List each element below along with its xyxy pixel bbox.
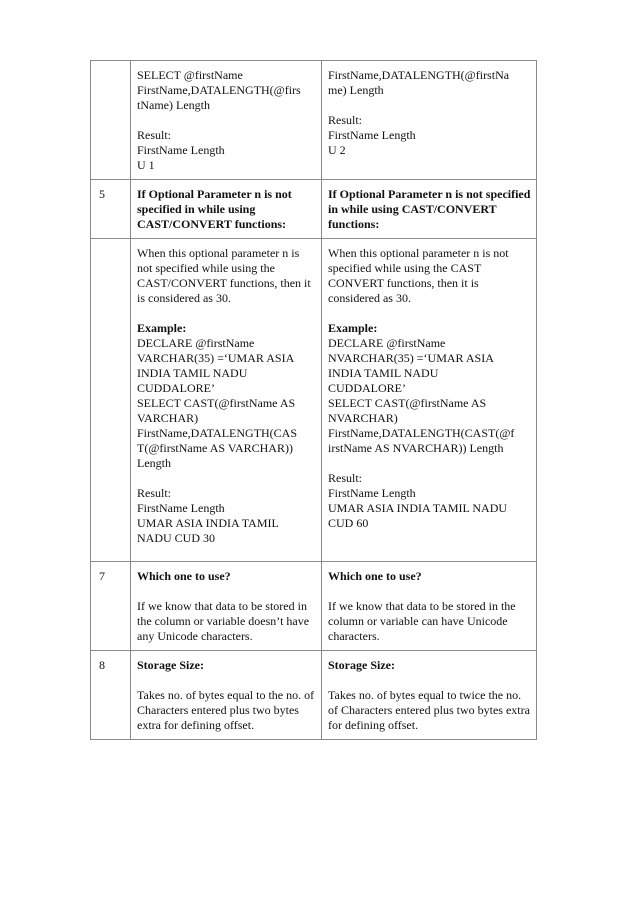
code-line: CUDDALORE’: [137, 381, 215, 395]
code-line: DECLARE @firstName: [137, 336, 255, 350]
result-header: FirstName Length: [137, 501, 225, 515]
code-line: Length: [137, 456, 171, 470]
example-label: Example:: [137, 321, 187, 335]
code-line: FirstName,DATALENGTH(@firs: [137, 83, 301, 97]
result-value: UMAR ASIA INDIA TAMIL NADU: [328, 501, 508, 515]
row-number-cell: 8: [91, 651, 131, 740]
result-value: U 1: [137, 158, 155, 172]
row-number-cell: 7: [91, 562, 131, 651]
varchar-cell: [131, 180, 322, 239]
section-heading: Which one to use?: [137, 569, 231, 583]
code-line: INDIA TAMIL NADU: [328, 366, 439, 380]
table-row: [91, 239, 537, 562]
table-row: [91, 61, 537, 180]
code-line: tName) Length: [137, 98, 210, 112]
section-heading: If Optional Parameter n is not specified in while using CAST/CONVERT functions:: [328, 187, 531, 231]
description-text: If we know that data to be stored in the column or variable can have Unicode characters.: [328, 599, 516, 643]
code-line: T(@firstName AS VARCHAR)): [137, 441, 293, 455]
code-line: SELECT CAST(@firstName AS: [137, 396, 296, 410]
code-line: DECLARE @firstName: [328, 336, 446, 350]
description-text: Takes no. of bytes equal to twice the no. of Characters entered plus two bytes extra for defining offset.: [328, 688, 530, 732]
varchar-cell: [131, 651, 322, 740]
result-header: FirstName Length: [328, 128, 416, 142]
table-row: [91, 180, 537, 239]
description-text: Takes no. of bytes equal to the no. of Characters entered plus two bytes extra for defining offset.: [137, 688, 315, 732]
code-line: NVARCHAR): [328, 411, 398, 425]
code-line: FirstName,DATALENGTH(CAST(@f: [328, 426, 515, 440]
code-line: CUDDALORE’: [328, 381, 406, 395]
row-number-cell: 5: [91, 180, 131, 239]
varchar-cell: [131, 239, 322, 562]
nvarchar-cell: [322, 180, 537, 239]
comparison-table: [90, 60, 537, 740]
code-line: VARCHAR(35) =‘UMAR ASIA: [137, 351, 295, 365]
result-value: UMAR ASIA INDIA TAMIL: [137, 516, 279, 530]
code-line: NVARCHAR(35) =‘UMAR ASIA: [328, 351, 494, 365]
section-heading: Storage Size:: [328, 658, 395, 672]
description-text: If we know that data to be stored in the column or variable doesn’t have any Unicode characters.: [137, 599, 310, 643]
code-line: me) Length: [328, 83, 384, 97]
section-heading: Which one to use?: [328, 569, 422, 583]
code-line: irstName AS NVARCHAR)) Length: [328, 441, 504, 455]
result-value: NADU CUD 30: [137, 531, 215, 545]
varchar-cell: [131, 562, 322, 651]
nvarchar-cell: [322, 562, 537, 651]
result-label: Result:: [137, 128, 172, 142]
nvarchar-cell: [322, 239, 537, 562]
varchar-cell: [131, 61, 322, 180]
result-header: FirstName Length: [328, 486, 416, 500]
description-text: When this optional parameter n is not specified while using the CAST/CONVERT functions, then it is considered as 30.: [137, 246, 311, 305]
result-value: U 2: [328, 143, 346, 157]
result-value: CUD 60: [328, 516, 369, 530]
result-label: Result:: [328, 471, 363, 485]
code-line: SELECT @firstName: [137, 68, 243, 82]
nvarchar-cell: [322, 61, 537, 180]
result-header: FirstName Length: [137, 143, 225, 157]
row-number-cell: [91, 61, 131, 180]
result-label: Result:: [137, 486, 172, 500]
code-line: INDIA TAMIL NADU: [137, 366, 248, 380]
code-line: VARCHAR): [137, 411, 199, 425]
code-line: FirstName,DATALENGTH(@firstNa: [328, 68, 510, 82]
result-label: Result:: [328, 113, 363, 127]
description-text: When this optional parameter n is not specified while using the CAST CONVERT functions, then it is considered as 30.: [328, 246, 509, 305]
row-number-cell: [91, 239, 131, 562]
code-line: SELECT CAST(@firstName AS: [328, 396, 487, 410]
section-heading: Storage Size:: [137, 658, 204, 672]
table-row: [91, 562, 537, 651]
code-line: FirstName,DATALENGTH(CAS: [137, 426, 298, 440]
section-heading: If Optional Parameter n is not specified in while using CAST/CONVERT functions:: [137, 187, 292, 231]
example-label: Example:: [328, 321, 378, 335]
nvarchar-cell: [322, 651, 537, 740]
table-row: [91, 651, 537, 740]
